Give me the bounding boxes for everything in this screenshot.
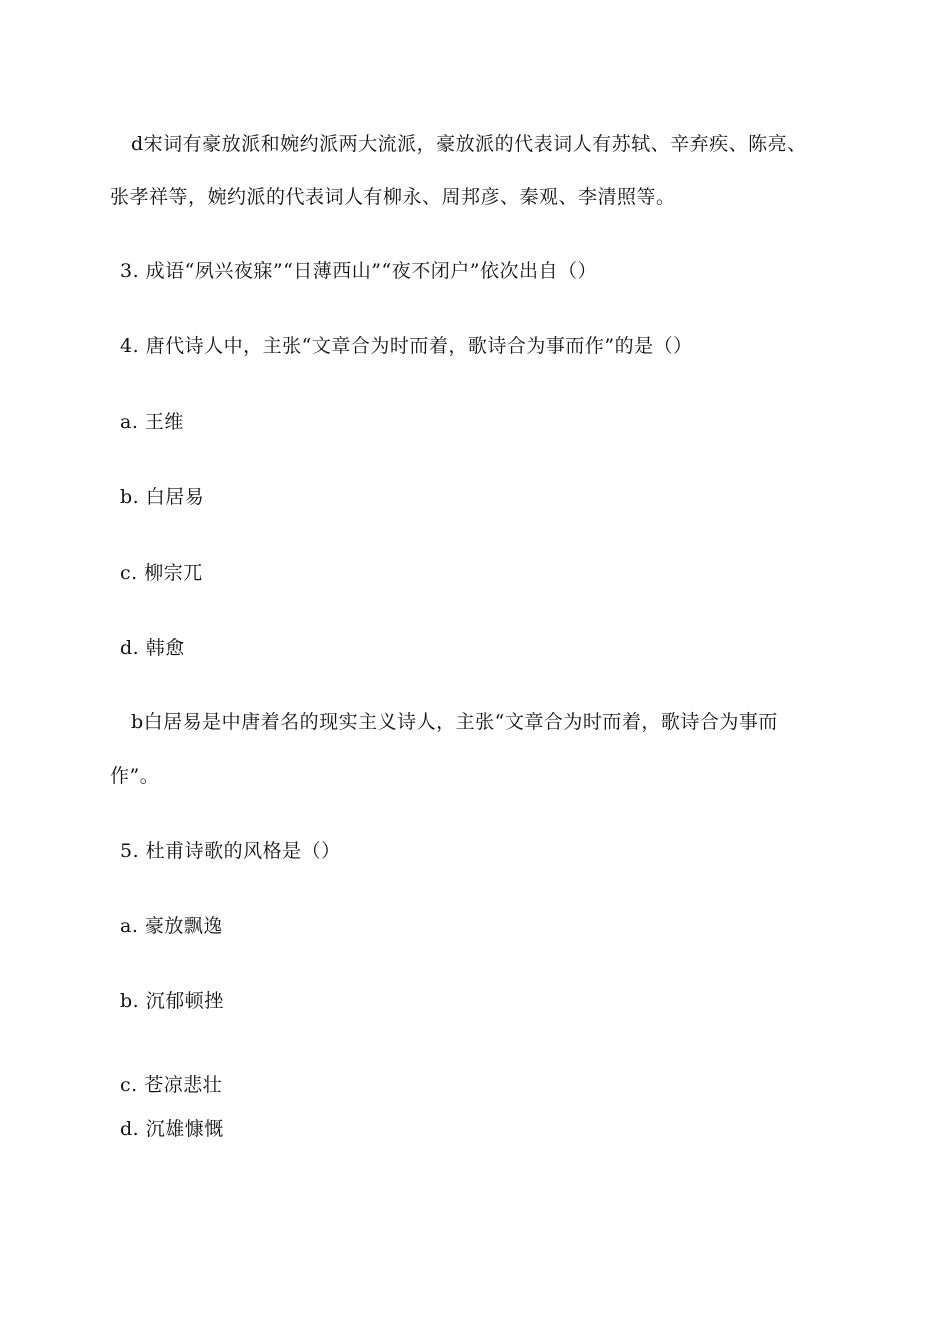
- question-4-option-c: c. 柳宗兀: [120, 562, 203, 584]
- question-4-option-b: b. 白居易: [120, 486, 205, 508]
- answer-d-line-1: d宋词有豪放派和婉约派两大流派，豪放派的代表词人有苏轼、辛弃疾、陈亮、: [131, 133, 807, 155]
- question-4-option-a: a. 王维: [120, 411, 184, 433]
- answer-b-line-1: b白居易是中唐着名的现实主义诗人，主张“文章合为时而着，歌诗合为事而: [131, 711, 778, 733]
- question-4-option-d: d. 韩愈: [120, 637, 185, 659]
- question-5-option-d: d. 沉雄慷慨: [120, 1118, 224, 1140]
- question-4: 4. 唐代诗人中，主张“文章合为时而着，歌诗合为事而作”的是（）: [120, 335, 693, 357]
- question-5-option-c: c. 苍凉悲壮: [120, 1074, 223, 1096]
- question-5-option-b: b. 沉郁顿挫: [120, 990, 224, 1012]
- question-5: 5. 杜甫诗歌的风格是（）: [120, 840, 341, 862]
- answer-d-line-2: 张孝祥等，婉约派的代表词人有柳永、周邦彦、秦观、李清照等。: [110, 186, 676, 208]
- answer-b-line-2: 作”。: [110, 765, 160, 787]
- question-3: 3. 成语“夙兴夜寐”“日薄西山”“夜不闭户”依次出自（）: [120, 260, 597, 282]
- question-5-option-a: a. 豪放飘逸: [120, 915, 223, 937]
